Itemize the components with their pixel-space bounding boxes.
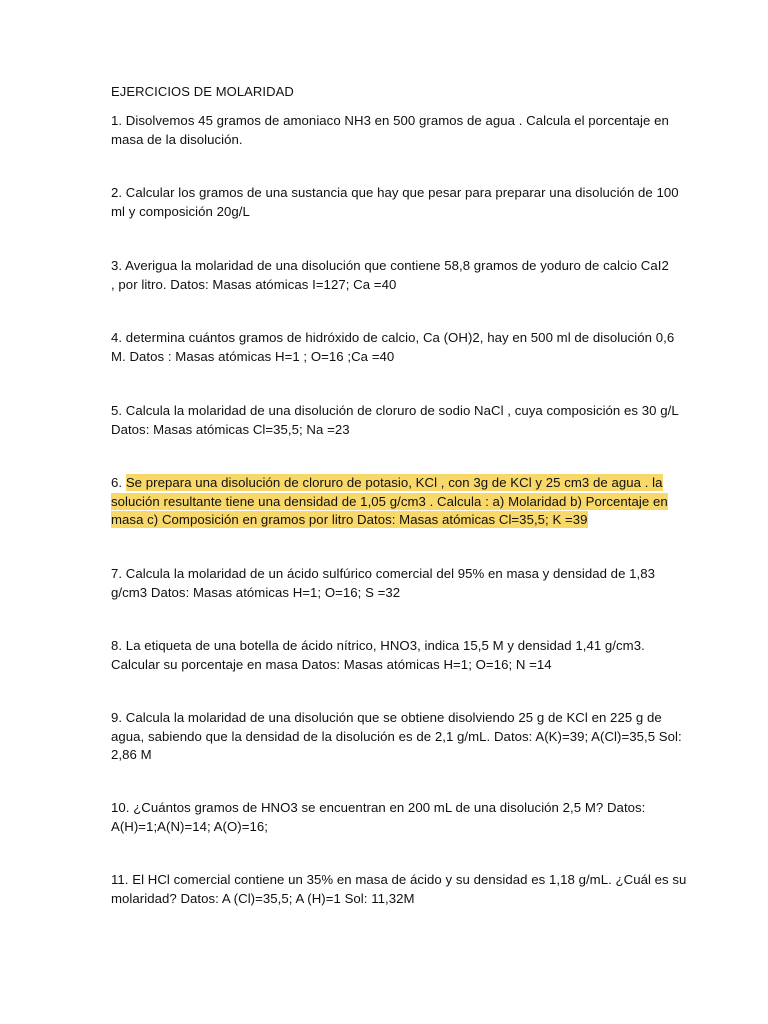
exercise-line: 9. Calcula la molaridad de una disolución que se obtiene disolviendo 25 g de KCl en 225 g de bbox=[111, 710, 662, 725]
exercise-line: 11. El HCl comercial contiene un 35% en masa de ácido y su densidad es 1,18 g/mL. ¿Cuál es su bbox=[111, 872, 687, 887]
exercise-7 bbox=[111, 565, 661, 602]
exercise-4 bbox=[111, 329, 675, 366]
exercise-line: g/cm3 Datos: Masas atómicas H=1; O=16; S =32 bbox=[111, 584, 401, 600]
exercise-line bbox=[111, 511, 661, 530]
exercise-line: ml y composición 20g/L bbox=[111, 203, 250, 219]
exercise-line: 2,86 M bbox=[111, 747, 152, 762]
exercise-line: A(H)=1;A(N)=14; A(O)=16; bbox=[111, 818, 268, 834]
exercise-5 bbox=[111, 402, 679, 439]
exercise-1 bbox=[111, 112, 669, 149]
highlighted-text: solución resultante tiene una densidad de 1,05 g/cm3 . Calcula : a) Molaridad b) Porcentaje en bbox=[111, 493, 668, 509]
exercise-6-highlighted bbox=[111, 474, 668, 530]
exercise-number: 6. bbox=[111, 475, 123, 490]
exercise-line: 8. La etiqueta de una botella de ácido nítrico, HNO3, indica 15,5 M y densidad 1,41 g/cm3. bbox=[111, 638, 645, 653]
exercise-line: Datos: Masas atómicas Cl=35,5; Na =23 bbox=[111, 421, 350, 437]
highlighted-text: Se prepara una disolución de cloruro de potasio, KCl , con 3g de KCl y 25 cm3 de agua . la bbox=[125, 475, 663, 490]
exercise-line: 10. ¿Cuántos gramos de HNO3 se encuentran en 200 mL de una disolución 2,5 M? Datos: bbox=[111, 800, 646, 815]
exercise-line: 5. Calcula la molaridad de una disolución de cloruro de sodio NaCl , cuya composición es 30 g/L bbox=[111, 403, 679, 418]
exercise-line: 2. Calcular los gramos de una sustancia que hay que pesar para preparar una disolución de 100 bbox=[111, 185, 679, 200]
document-title: EJERCICIOS DE MOLARIDAD bbox=[111, 84, 294, 99]
exercise-2 bbox=[111, 184, 679, 221]
exercise-line: agua, sabiendo que la densidad de la disolución es de 2,1 g/mL. Datos: A(K)=39; A(Cl)=35,5 Sol: bbox=[111, 728, 682, 744]
exercise-line: M. Datos : Masas atómicas H=1 ; O=16 ;Ca =40 bbox=[111, 348, 395, 364]
exercise-10 bbox=[111, 799, 661, 836]
exercise-line: 4. determina cuántos gramos de hidróxido de calcio, Ca (OH)2, hay en 500 ml de disolución 0,6 bbox=[111, 330, 675, 345]
exercise-line bbox=[111, 474, 661, 493]
exercise-11 bbox=[111, 871, 687, 908]
exercise-line: 3. Averigua la molaridad de una disolución que contiene 58,8 gramos de yoduro de calcio CaI2 bbox=[111, 258, 669, 273]
exercise-3 bbox=[111, 257, 669, 294]
exercise-line: masa de la disolución. bbox=[111, 131, 243, 147]
exercise-line: 1. Disolvemos 45 gramos de amoniaco NH3 en 500 gramos de agua . Calcula el porcentaje en bbox=[111, 113, 669, 128]
exercise-line: molaridad? Datos: A (Cl)=35,5; A (H)=1 Sol: 11,32M bbox=[111, 890, 415, 906]
exercise-8 bbox=[111, 637, 661, 674]
exercise-line: , por litro. Datos: Masas atómicas I=127; Ca =40 bbox=[111, 276, 397, 292]
exercise-line: Calcular su porcentaje en masa Datos: Masas atómicas H=1; O=16; N =14 bbox=[111, 656, 552, 672]
exercise-line: 7. Calcula la molaridad de un ácido sulfúrico comercial del 95% en masa y densidad de 1,83 bbox=[111, 566, 656, 581]
exercise-9 bbox=[111, 709, 682, 765]
exercise-line bbox=[111, 493, 668, 512]
highlighted-text: masa c) Composición en gramos por litro Datos: Masas atómicas Cl=35,5; K =39 bbox=[111, 512, 588, 527]
